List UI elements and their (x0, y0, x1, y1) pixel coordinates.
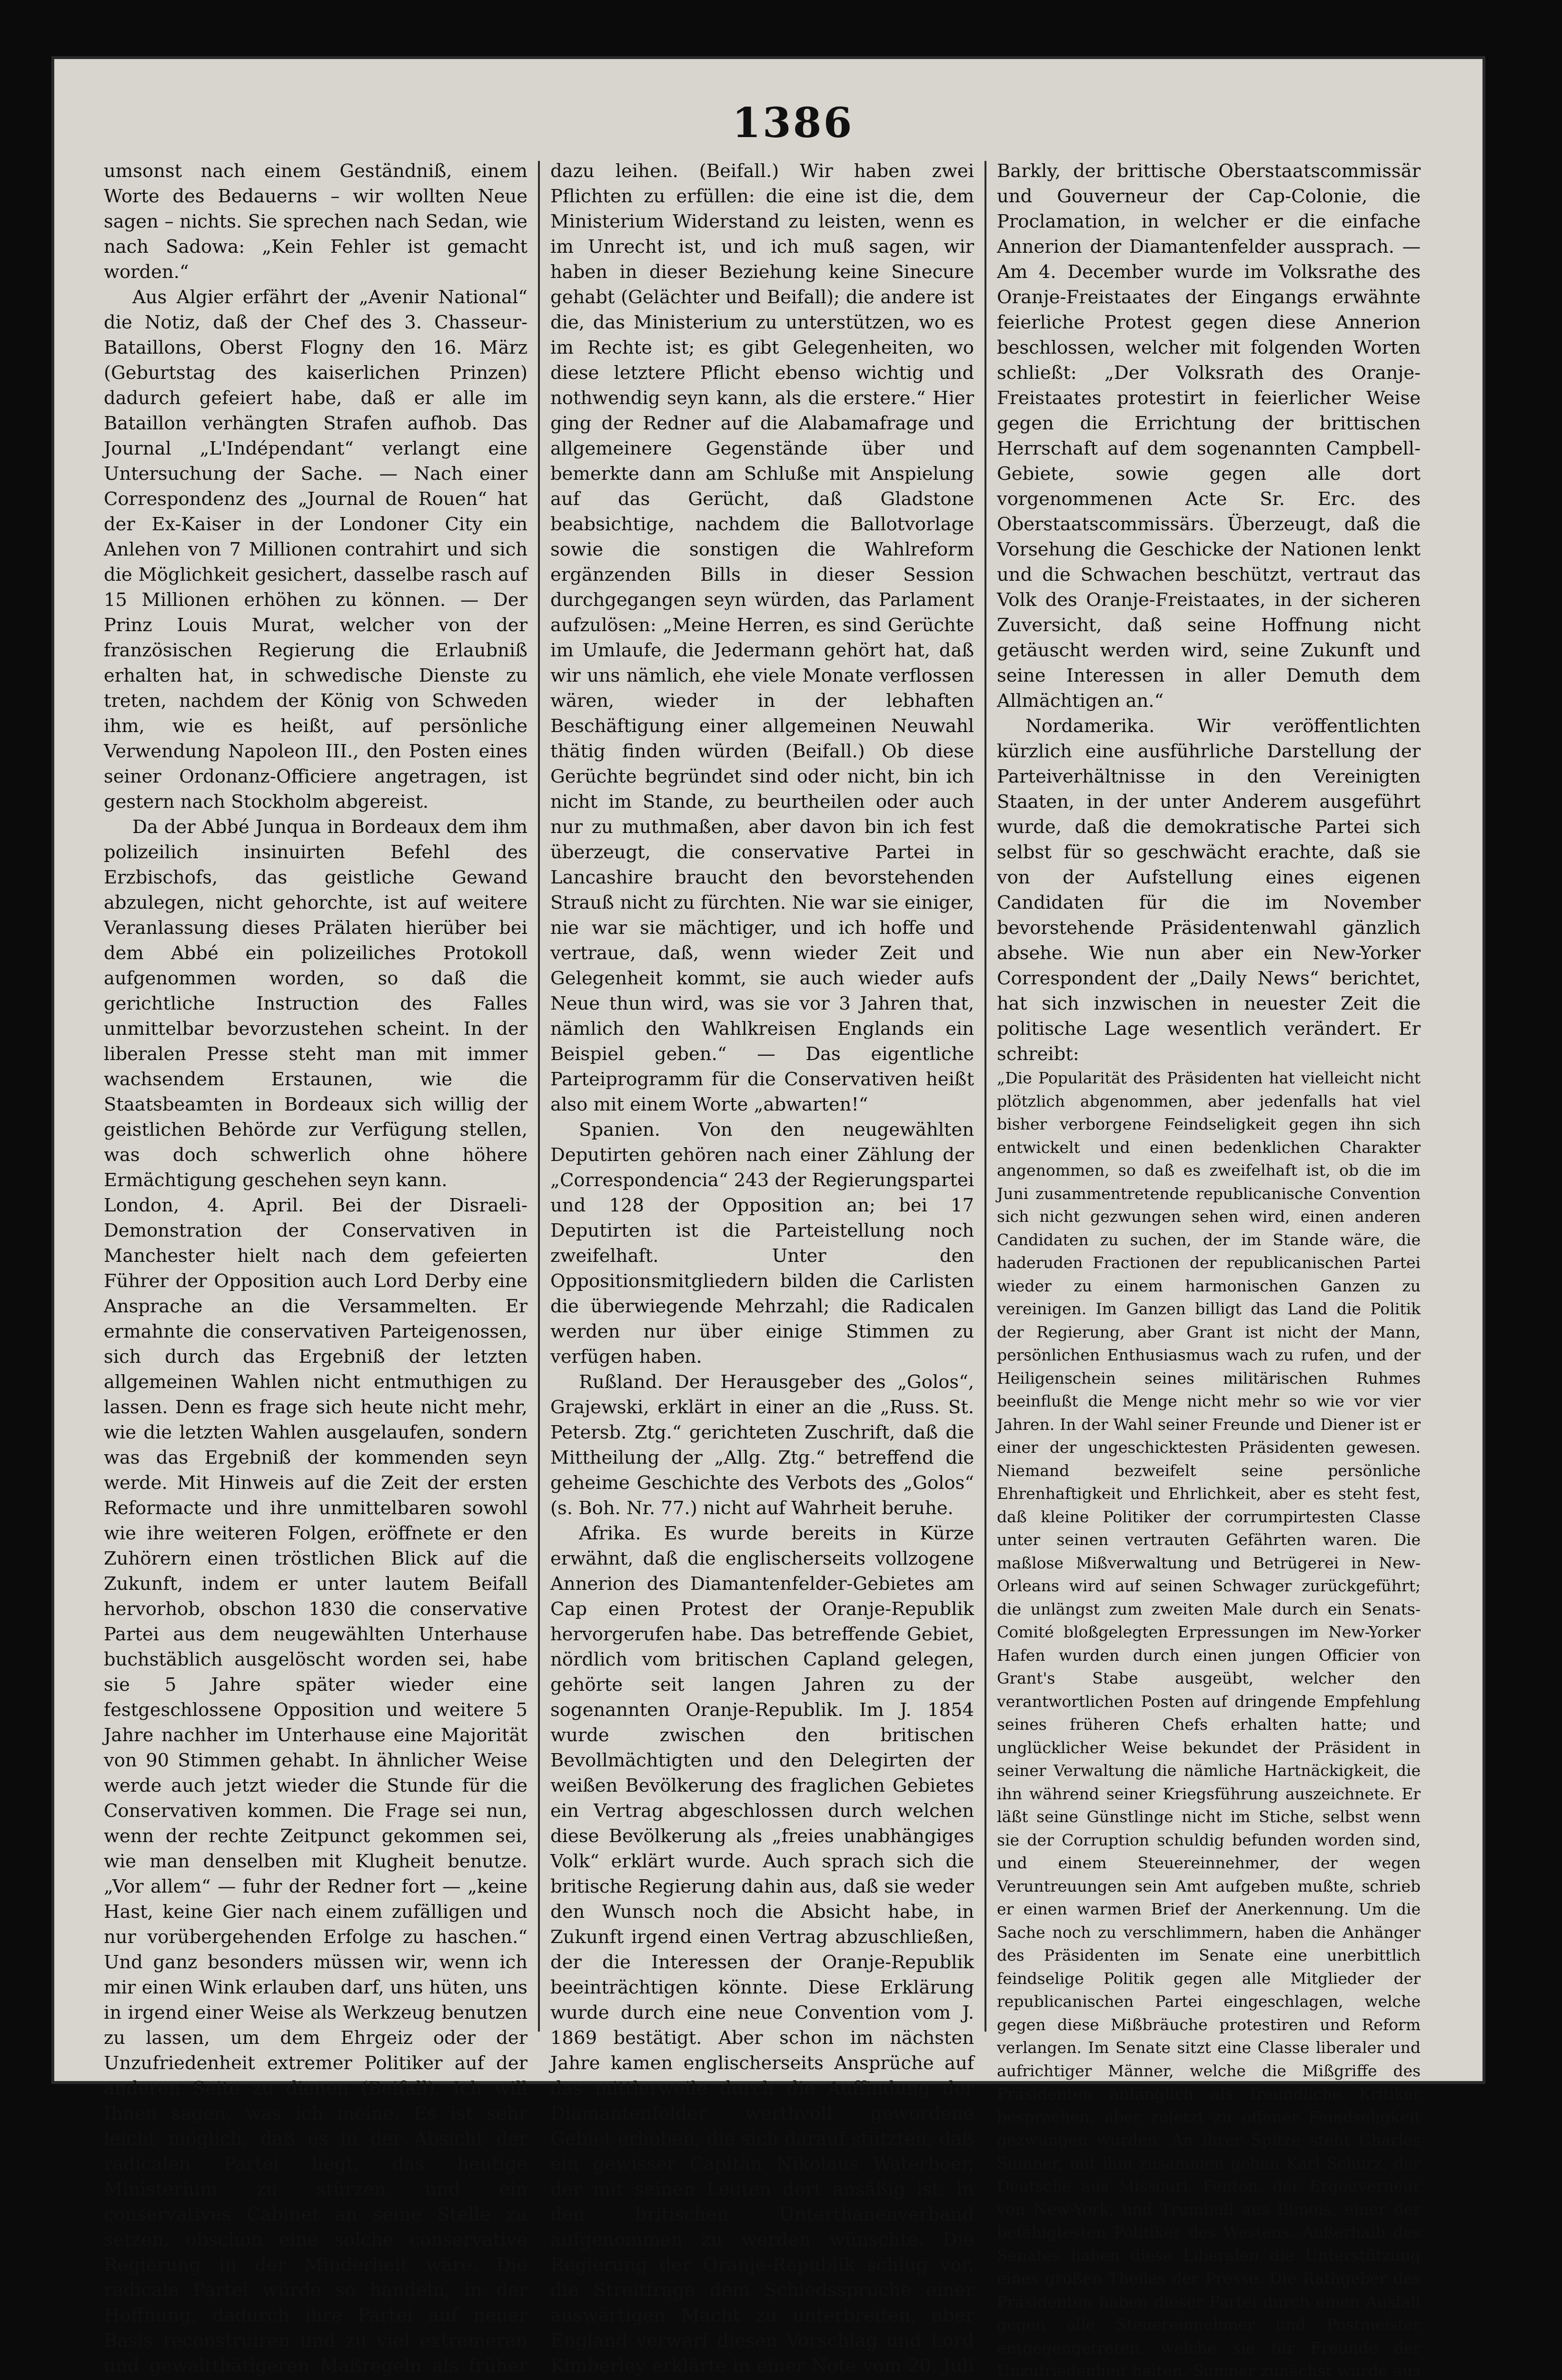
column-divider (985, 161, 986, 2032)
article-paragraph: Da der Abbé Junqua in Bordeaux dem ihm polizeilich insinuirten Befehl des Erzbischofs, das geistliche Gewand abzulegen, nicht gehorchte, ist auf weitere Veranlassung dieses Prälaten hierüber bei dem Abbé ein polizeiliches Protokoll aufgenommen worden, so daß die gerichtliche Instruction des Falles unmittelbar bevorzustehen scheint. In der liberalen Presse steht man mit immer wachsendem Erstaunen, wie die Staatsbeamten in Bordeaux sich willig der geistlichen Behörde zur Verfügung stellen, was doch schwerlich ohne höhere Ermächtigung geschehen seyn kann. (104, 816, 527, 1191)
column-divider (538, 161, 540, 2032)
page-number: 1386 (732, 99, 854, 147)
article-paragraph: Barkly, der brittische Oberstaatscommissär und Gouverneur der Cap-Colonie, die Proclamation, in welcher er die einfache Annerion der Diamantenfelder aussprach. — Am 4. December wurde im Volksrathe des Oranje-Freistaates der Eingangs erwähnte feierliche Protest gegen diese Annerion beschlossen, welcher mit folgenden Worten schließt: „Der Volksrath des Oranje-Freistaates protestirt in feierlicher Weise gegen die Errichtung der brittischen Herrschaft auf dem sogenannten Campbell-Gebiete, sowie gegen alle dort vorgenommenen Acte Sr. Erc. des Oberstaatscommissärs. Überzeugt, daß die Vorsehung die Geschicke der Nationen lenkt und die Schwachen beschützt, vertraut das Volk des Oranje-Freistaates, in der sicheren Zuversicht, daß seine Hoffnung nicht getäuscht werden wird, seine Zukunft und seine Interessen in aller Demuth dem Allmächtigen an.“ (997, 160, 1421, 712)
article-paragraph: Nordamerika. Wir veröffentlichten kürzlich eine ausführliche Darstellung der Parteiverhältnisse in den Vereinigten Staaten, in der unter Anderem ausgeführt wurde, daß die demokratische Partei sich selbst für so geschwächt erachte, daß sie von der Aufstellung eines eigenen Candidaten für die im November bevorstehende Präsidentenwahl gänzlich absehe. Wie nun aber ein New-Yorker Correspondent der „Daily News“ berichtet, hat sich inzwischen in neuester Zeit die politische Lage wesentlich verändert. Er schreibt: (997, 715, 1421, 1065)
article-paragraph: London, 4. April. Bei der Disraeli-Demonstration der Conservativen in Manchester hielt nach dem gefeierten Führer der Opposition auch Lord Derby eine Ansprache an die Versammelten. Er ermahnte die conservativen Parteigenossen, sich durch das Ergebniß der letzten allgemeinen Wahlen nicht entmuthigen zu lassen. Denn es frage sich heute nicht mehr, wie die letzten Wahlen ausgelaufen, sondern was das Ergebniß der kommenden seyn werde. Mit Hinweis auf die Zeit der ersten Reformacte und ihre unmittelbaren sowohl wie ihre weiteren Folgen, eröffnete er den Zuhörern einen tröstlichen Blick auf die Zukunft, indem er unter lautem Beifall hervorhob, obschon 1830 die conservative Partei aus dem neugewählten Unterhause buchstäblich ausgelöscht worden sei, habe sie 5 Jahre später wieder eine festgeschlossene Opposition und weitere 5 Jahre nachher im Unterhause eine Majorität von 90 Stimmen gehabt. In ähnlicher Weise werde auch jetzt wieder die Stunde für die Conservativen kommen. Die Frage sei nun, wenn der rechte Zeitpunct gekommen sei, wie man denselben mit Klugheit benutze. „Vor allem“ — fuhr der Redner fort — „keine Hast, keine Gier nach einem zufälligen und nur vorübergehenden Erfolge zu haschen.“ Und ganz besonders müssen wir, wenn ich mir einen Wink erlauben darf, uns hüten, uns in irgend einer Weise als Werkzeug benutzen zu lassen, um dem Ehrgeiz oder der Unzufriedenheit extremer Politiker auf der anderen Seite zu dienen (Beifall). Ich will Ihnen sagen, was ich meine. Es ist sehr leicht möglich, daß es in der Absicht der radicalen Partei liegt, das heutige Ministerium zu stürzen und ein conservatives Cabinet an seine Stelle zu setzen, obschon eine solche conservative Regierung in der Minderheit wäre. Die radicale Partei würde so handeln, in der Hoffnung, dadurch ihre Partei auf neuer Basis reconstruiren und zu viel extremeren und gewaltthätigeren Maßregeln als früher (104, 1195, 527, 2377)
article-paragraph: Rußland. Der Herausgeber des „Golos“, Grajewski, erklärt in einer an die „Russ. St. Petersb. Ztg.“ gerichteten Zuschrift, daß die Mittheilung der „Allg. Ztg.“ betreffend die geheime Geschichte des Verbots des „Golos“ (s. Boh. Nr. 77.) nicht auf Wahrheit beruhe. (550, 1371, 974, 1519)
article-paragraph: dazu leihen. (Beifall.) Wir haben zwei Pflichten zu erfüllen: die eine ist die, dem Ministerium Widerstand zu leisten, wenn es im Unrecht ist, und ich muß sagen, wir haben in dieser Beziehung keine Sinecure gehabt (Gelächter und Beifall); die andere ist die, das Ministerium zu unterstützen, wo es im Rechte ist; es gibt Gelegenheiten, wo diese letztere Pflicht ebenso wichtig und nothwendig seyn kann, als die erstere.“ Hier ging der Redner auf die Alabamafrage und allgemeinere Gegenstände über und bemerkte dann am Schluße mit Anspielung auf das Gerücht, daß Gladstone beabsichtige, nachdem die Ballotvorlage sowie die sonstigen die Wahlreform ergänzenden Bills in dieser Session durchgegangen seyn würden, das Parlament aufzulösen: „Meine Herren, es sind Gerüchte im Umlaufe, die Jedermann gehört hat, daß wir uns nämlich, ehe viele Monate verflossen wären, wieder in der lebhaften Beschäftigung einer allgemeinen Neuwahl thätig finden würden (Beifall.) Ob diese Gerüchte begründet sind oder nicht, bin ich nicht im Stande, zu beurtheilen oder auch nur zu muthmaßen, aber davon bin ich fest überzeugt, die conservative Partei in Lancashire braucht den bevorstehenden Strauß nicht zu fürchten. Nie war sie einiger, nie war sie mächtiger, und ich hoffe und vertraue, daß, wenn wieder Zeit und Gelegenheit kommt, sie auch wieder aufs Neue thun wird, was sie vor 3 Jahren that, nämlich den Wahlkreisen Englands ein Beispiel geben.“ — Das eigentliche Parteiprogramm für die Conservativen heißt also mit einem Worte „abwarten!“ (550, 160, 974, 1115)
column-1 (104, 159, 527, 2377)
article-paragraph: „Die Popularität des Präsidenten hat vielleicht nicht plötzlich abgenommen, aber jedenfalls hat viel bisher verborgene Feindseligkeit gegen ihn sich entwickelt und einen bedenklichen Charakter angenommen, so daß es zweifelhaft ist, ob die im Juni zusammentretende republicanische Convention sich nicht gezwungen sehen wird, einen anderen Candidaten zu suchen, der im Stande wäre, die haderuden Fractionen der republicanischen Partei wieder zu einem harmonischen Ganzen zu vereinigen. Im Ganzen billigt das Land die Politik der Regierung, aber Grant ist nicht der Mann, persönlichen Enthusiasmus wach zu rufen, und der Heiligenschein seines militärischen Ruhmes beeinflußt die Menge nicht mehr so wie vor vier Jahren. In der Wahl seiner Freunde und Diener ist er einer der ungeschicktesten Präsidenten gewesen. Niemand bezweifelt seine persönliche Ehrenhaftigkeit und Ehrlichkeit, aber es steht fest, daß kleine Politiker der corrumpirtesten Classe unter seinen vertrauten Gefährten waren. Die maßlose Mißverwaltung und Betrügerei in New-Orleans wird auf seinen Schwager zurückgeführt; die unlängst zum zweiten Male durch ein Senats-Comité bloßgelegten Erpressungen im New-Yorker Hafen wurden durch einen jungen Officier von Grant's Stabe ausgeübt, welcher den verantwortlichen Posten auf dringende Empfehlung seines früheren Chefs erhalten hatte; und unglücklicher Weise bekundet der Präsident in seiner Verwaltung die nämliche Hartnäckigkeit, die ihn während seiner Kriegsführung auszeichnete. Er läßt seine Günstlinge nicht im Stiche, selbst wenn sie der Corruption schuldig befunden worden sind, und einem Steuereinnehmer, der wegen Veruntreuungen sein Amt aufgeben mußte, schrieb er einen warmen Brief der Anerkennung. Um die Sache noch zu verschlimmern, haben die Anhänger des Präsidenten im Senate eine unerbittlich feindselige Politik gegen alle Mitglieder der republicanischen Partei eingeschlagen, welche gegen diese Mißbräuche protestiren und Reform verlangen. Im Senate sitzt eine Classe liberaler und aufrichtiger Männer, welche die Mißgriffe des Präsidenten anfänglich als freundliche Kritiker besprachen, aber zuletzt zu offener Feindseligkeit gezwungen wurden. An ihrer Spitze steht Charles Sumner, mit ihm zusammen gehen Karl Schurz, der Deutsche aus Missouri, Fenton, der Ergouverneur von New-York, und Trumbull aus Illinois, einer der befähigtesten Politiker des Westens. Außerhalb des Senates haben diese Liberalen die Unterstützung eines großen Theiles der Presse. Die Rathgeber des Präsidenten haben dieser Partei durch einen Ausfall gegen alle Steuereinnehmer und Postmeister entgegengetreten, welche sie für Freunde der Unzufriedenheit halten. Sumner zunächst wurde aus (997, 1069, 1421, 2380)
article-paragraph: umsonst nach einem Geständniß, einem Worte des Bedauerns – wir wollten Neue sagen – nichts. Sie sprechen nach Sedan, wie nach Sadowa: „Kein Fehler ist gemacht worden.“ (104, 160, 527, 283)
column-2 (550, 159, 974, 2377)
article-paragraph: Spanien. Von den neugewählten Deputirten gehören nach einer Zählung der „Correspondencia“ 243 der Regierungspartei und 128 der Opposition an; bei 17 Deputirten ist die Parteistellung noch zweifelhaft. Unter den Oppositionsmitgliedern bilden die Carlisten die überwiegende Mehrzahl; die Radicalen werden nur über einige Stimmen zu verfügen haben. (550, 1119, 974, 1368)
article-paragraph: Afrika. Es wurde bereits in Kürze erwähnt, daß die englischerseits vollzogene Annerion des Diamantenfelder-Gebietes am Cap einen Protest der Oranje-Republik hervorgerufen habe. Das betreffende Gebiet, nördlich vom britischen Capland gelegen, gehörte seit langen Jahren zu der sogenannten Oranje-Republik. Im J. 1854 wurde zwischen den britischen Bevollmächtigten und den Delegirten der weißen Bevölkerung des fraglichen Gebietes ein Vertrag abgeschlossen durch welchen diese Bevölkerung als „freies unabhängiges Volk“ erklärt wurde. Auch sprach sich die britische Regierung dahin aus, daß sie weder den Wunsch noch die Absicht habe, in Zukunft irgend einen Vertrag abzuschließen, der die Interessen der Oranje-Republik beeinträchtigen könnte. Diese Erklärung wurde durch eine neue Convention vom J. 1869 bestätigt. Aber schon im nächsten Jahre kamen englischerseits Ansprüche auf das mittlerweile durch die Auffindung der Diamantenfelder werthvoll gewordene Gebiet erhoben, die sich darauf stützten, daß ein gewisser Capitän Nikolaus Waterboer, der mit seinen Leuten dort ansäßig ist, in den britischen Unterthanenverband aufgenommen zu werden wünschte. Die Regierung der Oranje-Republik schlug vor, die Streitfrage dem Schiedsspruche einer auswärtigen Macht zu unterbreiten, aber England verwarf diesen Vorschlag und Lord Kimberley erklärte in einer Note vom 20. Juli (550, 1523, 974, 2377)
newspaper-page (51, 56, 1485, 2380)
column-3 (997, 159, 1421, 2380)
article-paragraph: Aus Algier erfährt der „Avenir National“ die Notiz, daß der Chef des 3. Chasseur-Bataillons, Oberst Flogny den 16. März (Geburtstag des kaiserlichen Prinzen) dadurch gefeiert habe, daß er alle im Bataillon verhängten Strafen aufhob. Das Journal „L'Indépendant“ verlangt eine Untersuchung der Sache. — Nach einer Correspondenz des „Journal de Rouen“ hat der Ex-Kaiser in der Londoner City ein Anlehen von 7 Millionen contrahirt und sich die Möglichkeit gesichert, dasselbe rasch auf 15 Millionen erhöhen zu können. — Der Prinz Louis Murat, welcher von der französischen Regierung die Erlaubniß erhalten hat, in schwedische Dienste zu treten, nachdem der König von Schweden ihm, wie es heißt, auf persönliche Verwendung Napoleon III., den Posten eines seiner Ordonanz-Officiere angetragen, ist gestern nach Stockholm abgereist. (104, 287, 527, 813)
